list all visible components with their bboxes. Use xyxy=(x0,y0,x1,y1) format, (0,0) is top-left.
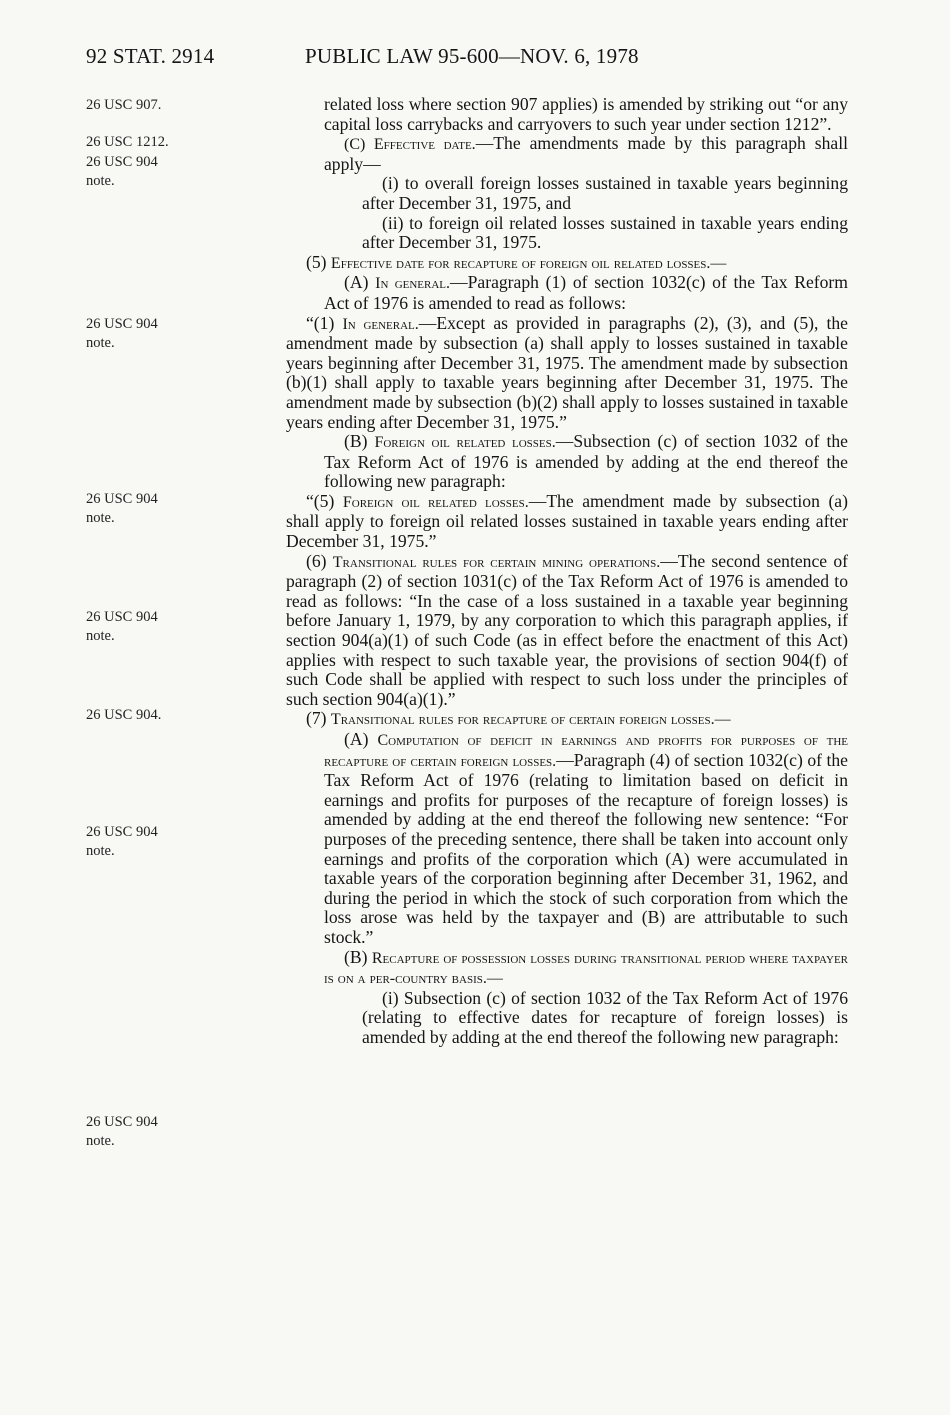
margin-note: 26 USC 1212. xyxy=(86,134,169,150)
paragraph-number: (7) xyxy=(306,708,331,729)
margin-note: 26 USC 904. xyxy=(86,707,162,723)
paragraph-heading: Effective date for recapture of foreign oil related losses.— xyxy=(330,254,727,272)
paragraph xyxy=(286,432,848,492)
paragraph-text: —Paragraph (1) of section 1032(c) of the Tax Reform Act of 1976 is amended to read as follows: xyxy=(324,272,848,313)
paragraph-heading: Foreign oil related losses. xyxy=(342,493,529,511)
paragraph-text: (i) to overall foreign losses sustained in taxable years beginning after December 31, 1975, and xyxy=(362,173,848,213)
paragraph xyxy=(286,314,848,433)
margin-note: 26 USC 904 xyxy=(86,609,158,625)
paragraph-number: (A) xyxy=(344,272,376,293)
paragraph-heading: Computation of deficit in earnings and profits for purposes of the recapture of certain foreign losses. xyxy=(324,732,849,770)
paragraph-text: —Subsection (c) of section 1032 of the Tax Reform Act of 1976 is amended by adding at the end thereof the following new paragraph: xyxy=(324,431,848,492)
paragraph xyxy=(286,273,848,313)
paragraph-heading: (C) Effective date. xyxy=(344,136,476,154)
margin-note: 26 USC 904 xyxy=(86,154,158,170)
paragraph-heading: In general. xyxy=(375,275,451,293)
margin-note: note. xyxy=(86,1133,115,1149)
paragraph-number: (5) xyxy=(306,251,331,272)
paragraph xyxy=(286,134,848,174)
paragraph-number: (B) xyxy=(344,946,372,967)
margin-note: note. xyxy=(86,843,115,859)
paragraph xyxy=(286,253,848,274)
page-stat-number: 92 STAT. 2914 xyxy=(86,44,215,68)
margin-note: 26 USC 907. xyxy=(86,97,162,113)
statute-body xyxy=(286,95,848,1048)
paragraph-heading: Foreign oil related losses. xyxy=(374,434,556,452)
margin-note: 26 USC 904 xyxy=(86,824,158,840)
paragraph-number: (A) xyxy=(344,729,378,749)
paragraph-number: “(1) xyxy=(306,312,343,333)
paragraph xyxy=(286,709,848,730)
paragraph-number: (B) xyxy=(344,431,375,452)
paragraph-text: —Except as provided in paragraphs (2), (3), and (5), the amendment made by subsection (a) shall apply to losses sustained in taxable years beginning after December 31, 1975. The amendment made by subsection (b)(1) shall apply to taxable years beginning after December 31, 1975. The amendment made by subsection (b)(2) shall apply to losses sustained in taxable years ending after December 31, 1975.” xyxy=(286,312,848,432)
margin-note: note. xyxy=(86,510,115,526)
paragraph-heading: Transitional rules for certain mining operations. xyxy=(332,553,661,571)
paragraph-text: —The second sentence of paragraph (2) of section 1031(c) of the Tax Reform Act of 1976 is amended to read as follows: “In the case of a loss sustained in a taxable year beginning before January 1, 1979, by any corporation to which this paragraph applies, if section 904(a)(1) of such Code (as in effect before the enactment of this Act) applies with respect to such taxable year, the provisions of section 904(f) of such Code shall be applied with respect to such loss under the principles of such section 904(a)(1).” xyxy=(286,550,848,709)
paragraph xyxy=(286,492,848,552)
running-head: PUBLIC LAW 95-600—NOV. 6, 1978 xyxy=(305,44,639,68)
paragraph xyxy=(286,948,848,989)
margin-note: note. xyxy=(86,173,115,189)
paragraph-heading: Transitional rules for recapture of certain foreign losses.— xyxy=(330,711,731,729)
margin-note: 26 USC 904 xyxy=(86,491,158,507)
paragraph-text: related loss where section 907 applies) is amended by striking out “or any capital loss carrybacks and carryovers to such year under section 1212”. xyxy=(324,94,848,134)
margin-note: 26 USC 904 xyxy=(86,1114,158,1130)
paragraph xyxy=(286,730,848,948)
paragraph-text: (i) Subsection (c) of section 1032 of the Tax Reform Act of 1976 (relating to effective dates for recapture of foreign losses) is amended by adding at the end thereof the following new paragraph: xyxy=(362,987,848,1047)
paragraph-number: (6) xyxy=(306,550,333,571)
paragraph xyxy=(286,214,848,253)
paragraph-heading: Recapture of possession losses during transitional period where taxpayer is on a per-country basis.— xyxy=(324,949,848,988)
margin-note: note. xyxy=(86,335,115,351)
paragraph-text: —The amendment made by subsection (a) shall apply to foreign oil related losses sustained in taxable years ending after December 31, 1975.” xyxy=(286,490,848,552)
paragraph-text: —The amendments made by this paragraph shall apply— xyxy=(324,133,849,174)
paragraph xyxy=(286,989,848,1048)
paragraph-text: (ii) to foreign oil related losses sustained in taxable years ending after December 31, 1975. xyxy=(362,212,848,253)
paragraph xyxy=(286,95,848,134)
paragraph-number: “(5) xyxy=(306,490,343,511)
margin-note: 26 USC 904 xyxy=(86,316,158,332)
paragraph-heading: In general. xyxy=(342,315,419,333)
paragraph xyxy=(286,174,848,213)
paragraph xyxy=(286,552,848,710)
paragraph-text: —Paragraph (4) of section 1032(c) of the Tax Reform Act of 1976 (relating to limitation based on deficit in earnings and profits for purposes of the recapture of foreign losses) is amended by adding at the end thereof the following new sentence: “For purposes of the preceding sentence, there shall be taken into account only earnings and profits of the corporation which (A) were accumulated in taxable years of the corporation beginning after December 31, 1962, and during the period in which the stock of such corporation from which the loss arose was held by the taxpayer and (B) are attributable to such stock.” xyxy=(324,749,848,947)
margin-note: note. xyxy=(86,628,115,644)
